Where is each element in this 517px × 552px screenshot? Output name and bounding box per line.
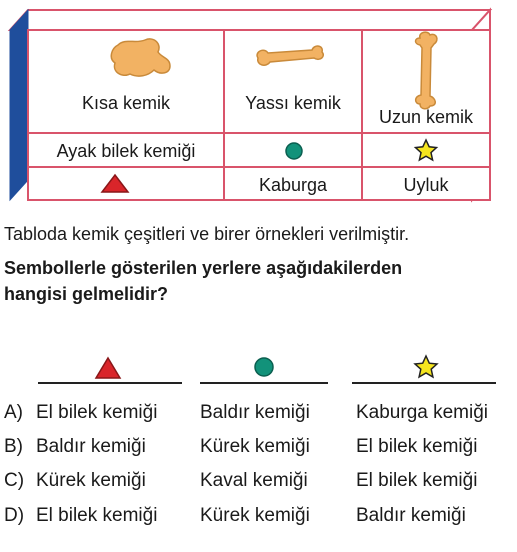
option-letter: D) [4,505,25,526]
question-prompt-line1: Sembollerle gösterilen yerlere aşağıdakilerden [4,258,403,278]
answer-symbols [0,350,517,390]
header-long-bone: Uzun kemik [378,107,474,127]
column-line-3 [352,382,496,384]
circle-symbol-icon [286,143,302,159]
circle-column-icon [255,358,273,376]
column-line-1 [38,382,182,384]
option-value-3: Baldır kemiği [356,505,466,526]
option-value-1: El bilek kemiği [36,505,158,526]
triangle-column-icon [96,358,120,378]
option-letter: C) [4,470,25,491]
cell-rib: Kaburga [258,175,328,195]
option-value-1: El bilek kemiği [36,402,158,423]
option-value-2: Kaval kemiği [200,470,308,491]
option-value-3: Kaburga kemiği [356,402,489,423]
question-prompt-line2: hangisi gelmelidir? [4,284,169,304]
option-value-2: Kürek kemiği [200,436,310,457]
column-line-2 [200,382,328,384]
cell-ankle-bone: Ayak bilek kemiği [56,141,196,161]
bone-table [0,0,517,210]
option-value-3: El bilek kemiği [356,470,478,491]
header-flat-bone: Yassı kemik [245,93,341,113]
option-value-1: Baldır kemiği [36,436,146,457]
star-column-icon [415,356,437,377]
option-value-2: Baldır kemiği [200,402,310,423]
question-intro: Tabloda kemik çeşitleri ve birer örnekleri verilmiştir. [4,224,410,244]
option-value-2: Kürek kemiği [200,505,310,526]
option-value-1: Kürek kemiği [36,470,146,491]
option-letter: A) [4,402,23,423]
cell-femur: Uyluk [403,175,449,195]
option-letter: B) [4,436,23,457]
header-short-bone: Kısa kemik [81,93,171,113]
option-value-3: El bilek kemiği [356,436,478,457]
